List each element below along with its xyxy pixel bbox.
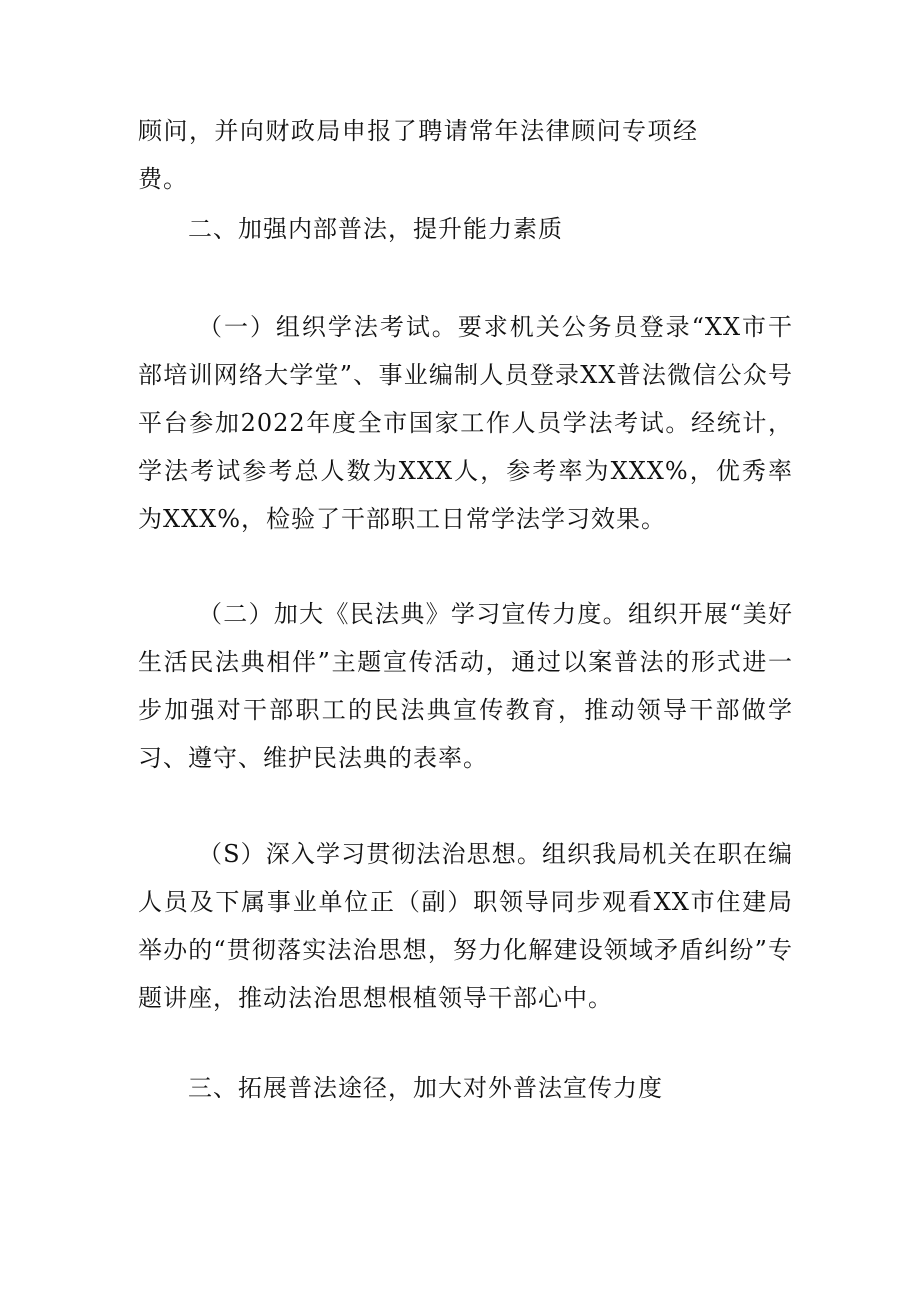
paragraph-rule-of-law-study: （S）深入学习贯彻法治思想。组织我局机关在职在编人员及下属事业单位正（副）职领导同步观看XX市住建局举办的“贯彻落实法治思想，努力化解建设领域矛盾纠纷”专题讲座，推动法治思想根植领导干部心中。	[138, 840, 793, 1012]
paragraph-continuation: 顾问，并向财政局申报了聘请常年法律顾问专项经费。	[138, 117, 698, 193]
paragraph-civil-code: （二）加大《民法典》学习宣传力度。组织开展“美好生活民法典相伴”主题宣传活动，通过以案普法的形式进一步加强对干部职工的民法典宣传教育，推动领导干部做学习、遵守、维护民法典的表率。	[138, 600, 793, 772]
paragraph-legal-exam: （一）组织学法考试。要求机关公务员登录“XX市干部培训网络大学堂”、事业编制人员登录XX普法微信公众号平台参加2022年度全市国家工作人员学法考试。经统计，学法考试参考总人数为XXX人，参考率为XXX%，优秀率为XXX%，检验了干部职工日常学法学习效果。	[138, 313, 793, 533]
section-heading-two: 二、加强内部普法，提升能力素质	[188, 215, 563, 243]
section-heading-three: 三、拓展普法途径，加大对外普法宣传力度	[188, 1074, 663, 1102]
